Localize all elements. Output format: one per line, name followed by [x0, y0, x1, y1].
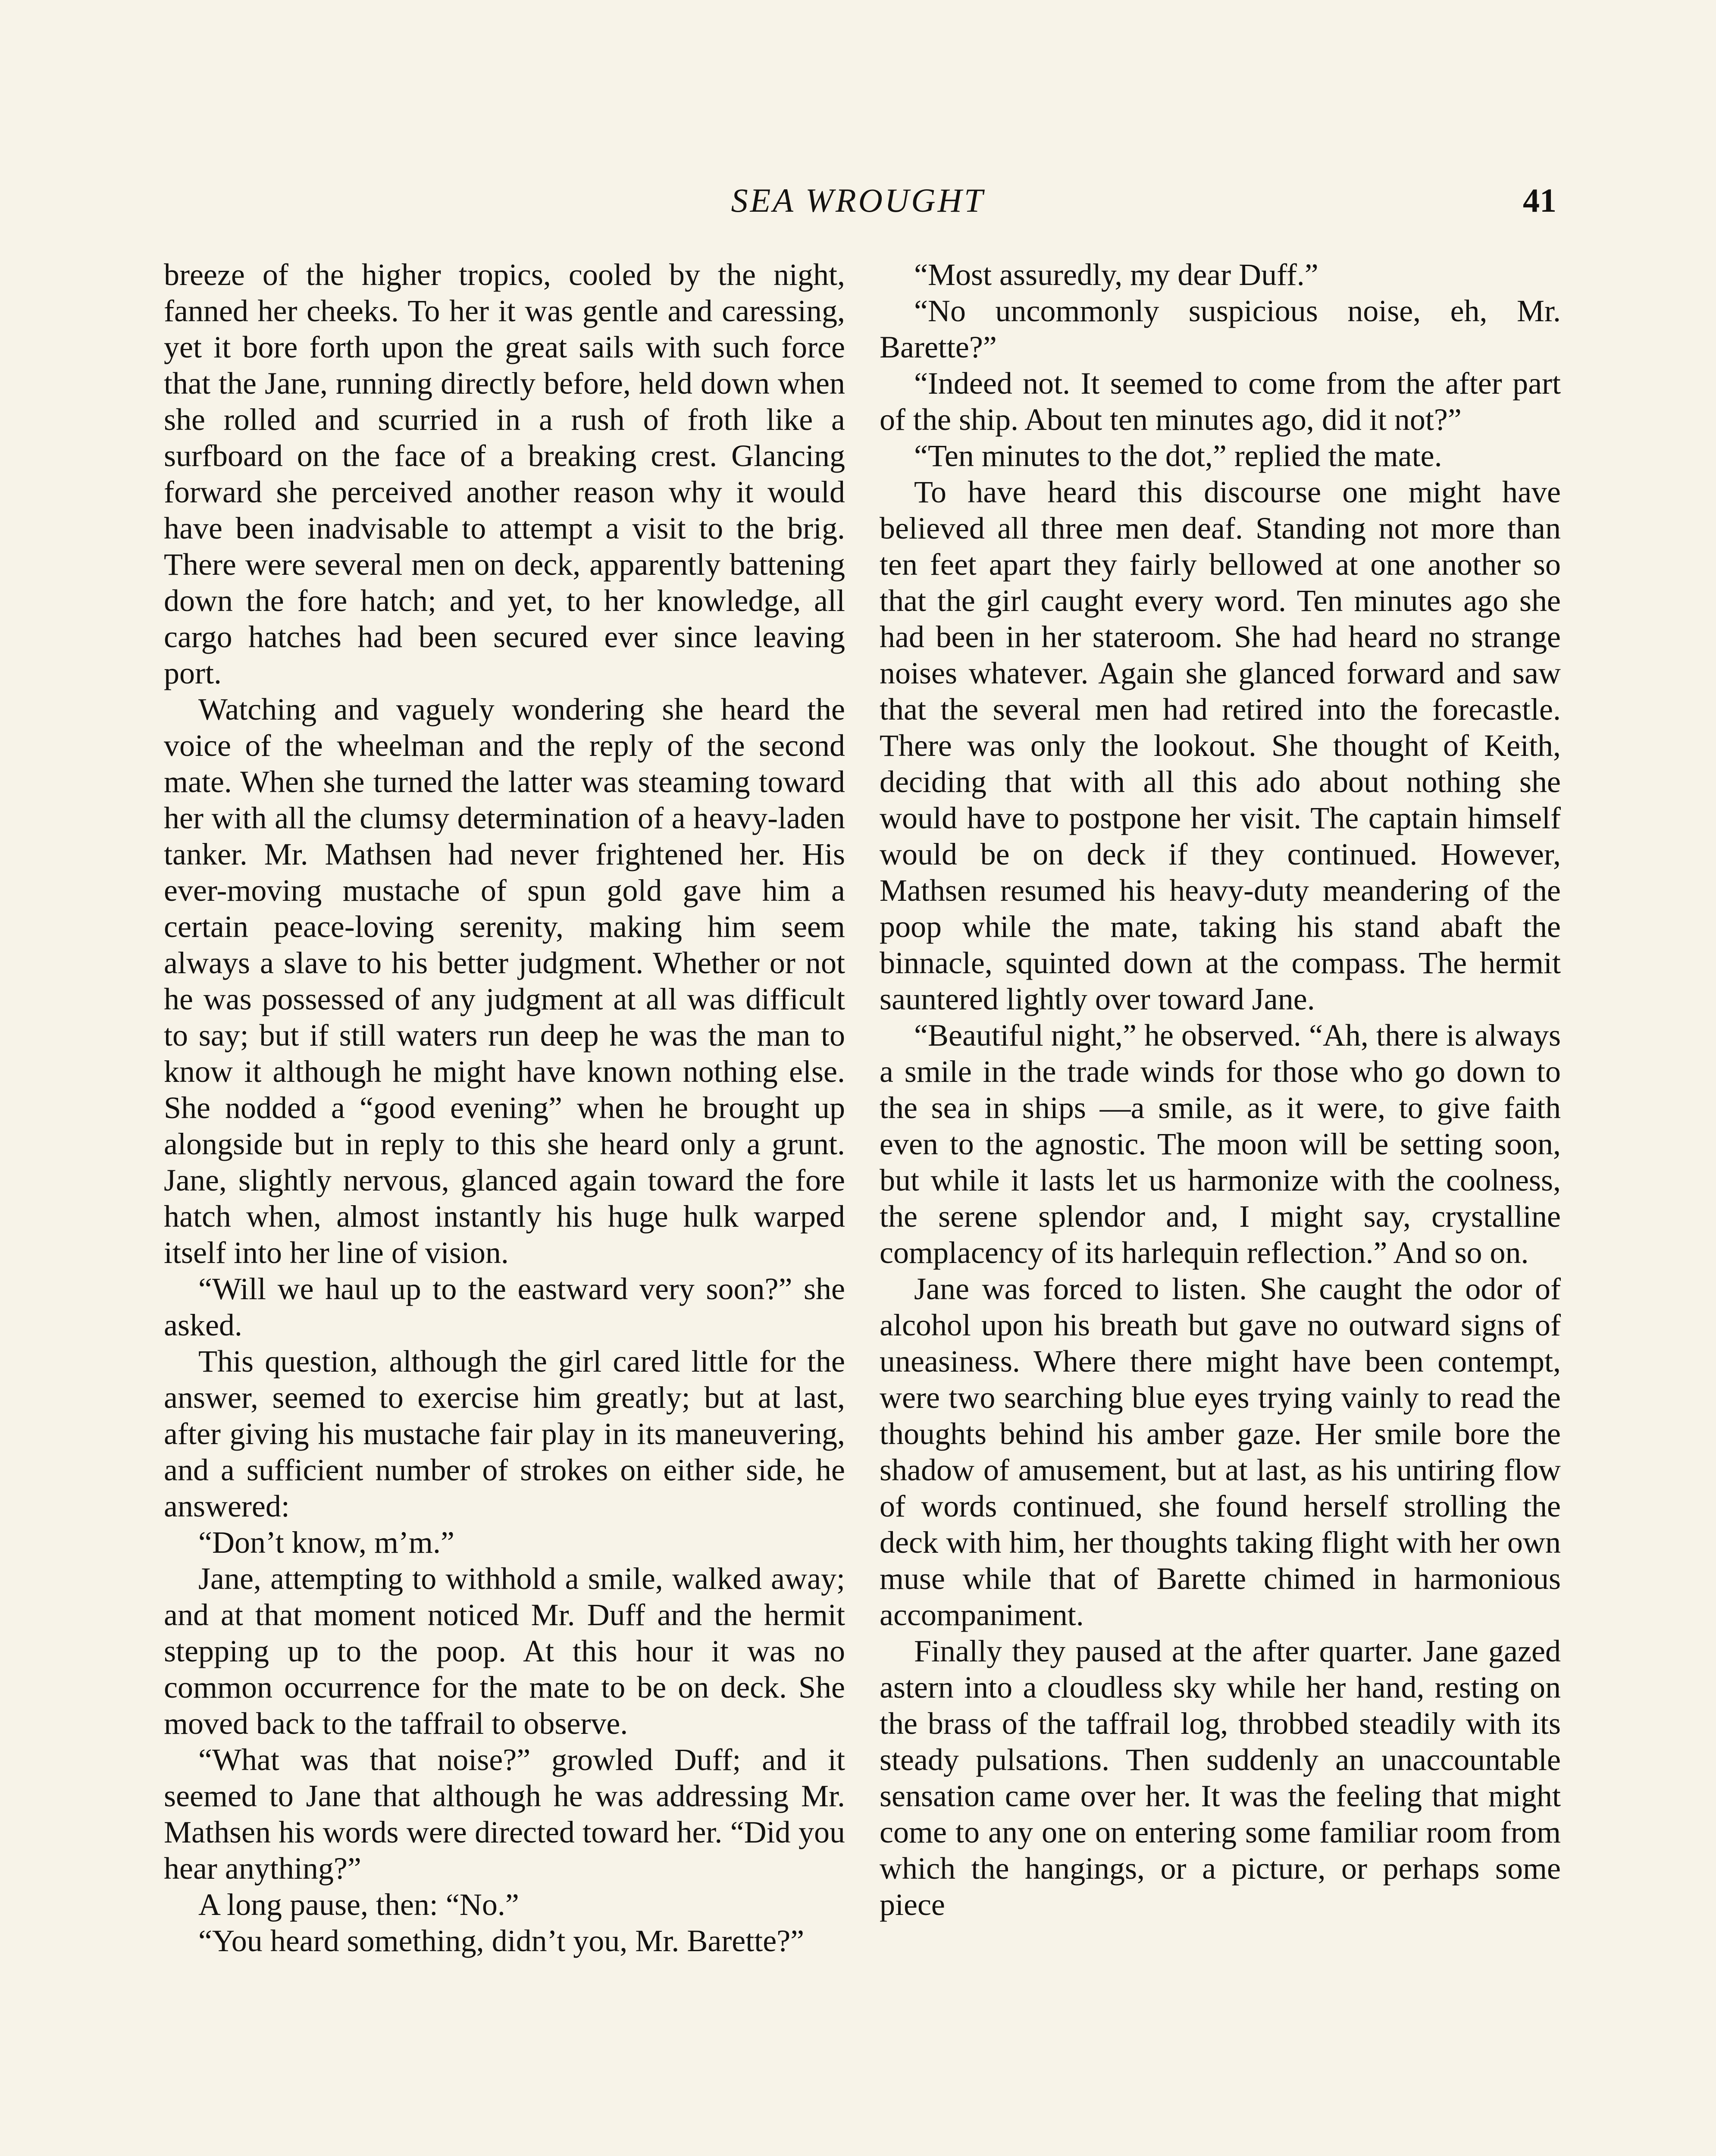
paragraph: “Beautiful night,” he observed. “Ah, there is always a smile in the trade winds for those who go down to the sea in ships —a smile, as it were, to give faith even to the agnostic. The moon will be setting soon, but while it lasts let us harmonize with the coolness, the serene splendor and, I might say, crystalline complacency of its harlequin reflection.” And so on. — [880, 1018, 1561, 1270]
paragraph: A long pause, then: “No.” — [198, 1887, 519, 1922]
paragraph: “Most assuredly, my dear Duff.” — [914, 257, 1318, 292]
paragraph: Jane, attempting to withhold a smile, walked away; and at that moment noticed Mr. Duff and the hermit stepping up to the poop. At this hour it was no common occurrence for the mate to be on deck. She moved back to the taffrail to observe. — [164, 1561, 845, 1741]
paragraph: “No uncommonly suspicious noise, eh, Mr. Barette?” — [880, 294, 1561, 364]
paragraph: “What was that noise?” growled Duff; and it seemed to Jane that although he was addressing Mr. Mathsen his words were directed toward her. “Did you hear anything?” — [164, 1742, 845, 1886]
paragraph: “Indeed not. It seemed to come from the after part of the ship. About ten minutes ago, did it not?” — [880, 366, 1561, 437]
paragraph: To have heard this discourse one might have believed all three men deaf. Standing not more than ten feet apart they fairly bellowed at one another so that the girl caught every word. Ten minutes ago she had been in her stateroom. She had heard no strange noises whatever. Again she glanced forward and saw that the several men had retired into the forecastle. There was only the lookout. She thought of Keith, deciding that with all this ado about nothing she would have to postpone her visit. The captain himself would be on deck if they continued. However, Mathsen resumed his heavy-duty meandering of the poop while the mate, taking his stand abaft the binnacle, squinted down at the compass. The hermit sauntered lightly over toward Jane. — [880, 475, 1561, 1016]
paragraph: Finally they paused at the after quarter. Jane gazed astern into a cloudless sky while her hand, resting on the brass of the taffrail log, throbbed steadily with its steady pulsations. Then suddenly an unaccountable sensation came over her. It was the feeling that might come to any one on entering some familiar room from which the hangings, or a picture, or perhaps some piece — [880, 1634, 1561, 1922]
right-column — [880, 257, 1561, 1923]
paragraph: This question, although the girl cared little for the answer, seemed to exercise him greatly; but at last, after giving his mustache fair play in its maneuvering, and a sufficient number of strokes on either side, he answered: — [164, 1344, 845, 1523]
running-title: SEA WROUGHT — [731, 182, 985, 219]
paragraph: “Will we haul up to the eastward very soon?” she asked. — [164, 1272, 845, 1342]
paragraph: Watching and vaguely wondering she heard the voice of the wheelman and the reply of the second mate. When she turned the latter was steaming toward her with all the clumsy determination of a heavy-laden tanker. Mr. Mathsen had never frightened her. His ever-moving mustache of spun gold gave him a certain peace-loving serenity, making him seem always a slave to his better judgment. Whether or not he was possessed of any judgment at all was difficult to say; but if still waters run deep he was the man to know it although he might have known nothing else. She nodded a “good evening” when he brought up alongside but in reply to this she heard only a grunt. Jane, slightly nervous, glanced again toward the fore hatch when, almost instantly his huge hulk warped itself into her line of vision. — [164, 692, 845, 1270]
page-number: 41 — [1523, 182, 1556, 219]
paragraph: “Ten minutes to the dot,” replied the mate. — [914, 439, 1442, 473]
paragraph: “Don’t know, m’m.” — [198, 1525, 454, 1560]
paragraph: Jane was forced to listen. She caught the odor of alcohol upon his breath but gave no outward signs of uneasiness. Where there might have been contempt, were two searching blue eyes trying vainly to read the thoughts behind his amber gaze. Her smile bore the shadow of amusement, but at last, as his untiring flow of words continued, she found herself strolling the deck with him, her thoughts taking flight with her own muse while that of Barette chimed in harmonious accompaniment. — [880, 1272, 1561, 1632]
paragraph: breeze of the higher tropics, cooled by the night, fanned her cheeks. To her it was gentle and caressing, yet it bore forth upon the great sails with such force that the Jane, running directly before, held down when she rolled and scurried in a rush of froth like a surfboard on the face of a breaking crest. Glancing forward she perceived another reason why it would have been inadvisable to attempt a visit to the brig. There were several men on deck, apparently battening down the fore hatch; and yet, to her knowledge, all cargo hatches had been secured ever since leaving port. — [164, 257, 845, 690]
paragraph: “You heard something, didn’t you, Mr. Barette?” — [198, 1924, 805, 1958]
left-column — [164, 257, 845, 1959]
